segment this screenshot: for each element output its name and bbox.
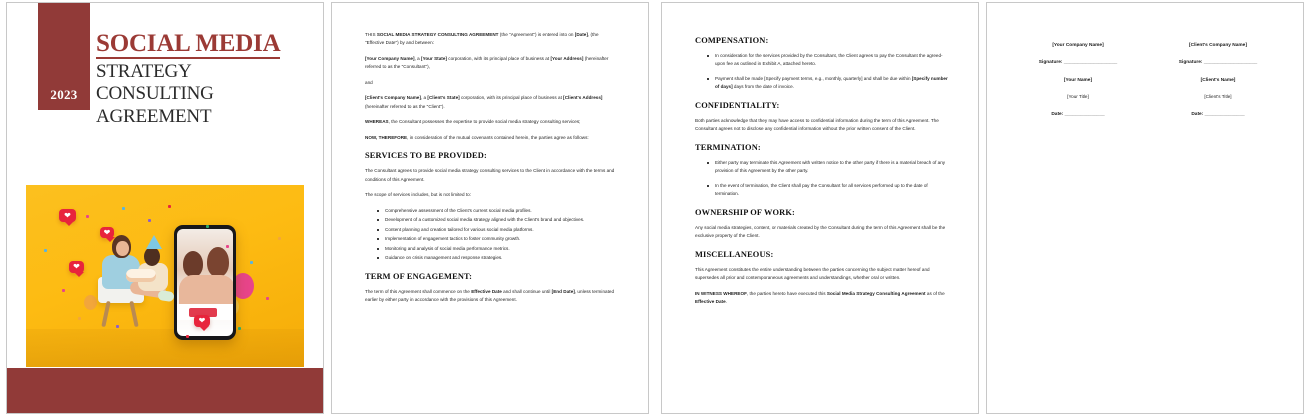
cover-title-line-3: AGREEMENT	[96, 105, 212, 127]
consultant-signature-line[interactable]: Signature: ____________________	[1038, 60, 1118, 65]
client-title: [Client's Title]	[1204, 94, 1232, 99]
chair-leg-right	[129, 301, 138, 327]
heading-term-of-engagement: TERM OF ENGAGEMENT:	[365, 271, 473, 281]
services-intro-paragraph: The Consultant agrees to provide social media strategy consulting services to the Client in accordance with the terms and conditions of this Agreement.	[365, 168, 615, 182]
client-name: [Client's Name]	[1200, 78, 1236, 83]
confetti-dot	[86, 215, 89, 218]
heart-like-icon: ❤	[100, 227, 114, 238]
document-page-3[interactable]	[661, 2, 979, 414]
heart-like-icon: ❤	[69, 261, 84, 273]
confetti-dot	[226, 245, 229, 248]
list-item: Content planning and creation tailored for various social media platforms.	[385, 226, 618, 234]
ownership-paragraph: Any social media strategies, content, or materials created by the Consultant during the term of this Agreement shall be the exclusive property of the Client.	[695, 224, 946, 239]
chair-leg-left	[101, 301, 110, 327]
woman-face	[116, 241, 129, 256]
confidentiality-paragraph: Both parties acknowledge that they may have access to confidential information during the term of this Agreement. The Consultant agrees not to disclose any confidential information without the prior written consent of the Client.	[695, 117, 939, 132]
confetti-dot	[250, 261, 253, 264]
cover-hero-photo	[26, 185, 304, 367]
consultant-title: [Your Title]	[1067, 94, 1089, 99]
whereas-paragraph: WHEREAS, the Consultant possesses the expertise to provide social media strategy consulting services;	[365, 119, 581, 125]
screen-person-head-1	[183, 251, 203, 277]
heading-confidentiality: CONFIDENTIALITY:	[695, 100, 780, 110]
cover-title-main: SOCIAL MEDIA	[96, 31, 280, 59]
child-head	[144, 247, 160, 266]
heart-like-icon: ❤	[194, 315, 210, 327]
woman-shoe	[157, 290, 174, 302]
cover-accent-bar	[38, 2, 90, 110]
list-item: Payment shall be made [Specify payment terms, e.g., monthly, quarterly] and shall be due within [Specify number of days] days from the date of invoice.	[715, 75, 948, 92]
heading-compensation: COMPENSATION:	[695, 36, 769, 45]
confetti-dot	[122, 207, 125, 210]
confetti-dot	[62, 289, 65, 292]
confetti-dot	[278, 237, 281, 240]
screen-person-head-2	[207, 247, 229, 277]
balloon-orange-icon	[84, 295, 97, 310]
document-page-1-cover[interactable]	[6, 2, 324, 414]
signature-blocks	[1013, 43, 1283, 117]
now-therefore-paragraph: NOW, THEREFORE, in consideration of the mutual covenants contained herein, the parties agree as follows:	[365, 134, 589, 140]
client-date-line[interactable]: Date: _______________	[1191, 112, 1245, 117]
client-party-paragraph: [Client's Company Name], a [Client's State] corporation, with its principal place of business at [Client's Address] (hereinafter referred to as the "Client").	[365, 95, 603, 109]
client-company-name: [Client's Company Name]	[1189, 43, 1247, 48]
miscellaneous-paragraph: This Agreement constitutes the entire understanding between the parties concerning the subject matter hereof and supersedes all prior and contemporaneous agreements and understandings, whether oral or written.	[695, 266, 930, 281]
consultant-party-paragraph: [Your Company Name], a [Your State] corporation, with its principal place of business at [Your Address] (hereinafter referred to as the "Consultant"),	[365, 55, 609, 70]
scope-lead-paragraph: The scope of services includes, but is not limited to:	[365, 192, 472, 198]
confetti-dot	[78, 317, 81, 320]
list-item: Development of a customized social media strategy aligned with the Client's brand and objectives.	[385, 216, 618, 224]
confetti-dot	[148, 219, 151, 222]
signature-block-client	[1153, 43, 1283, 117]
witness-paragraph: IN WITNESS WHEREOF, the parties hereto have executed this Social Media Strategy Consulting Agreement as of the Effective Date.	[695, 290, 945, 305]
page-2-content	[365, 31, 618, 312]
scope-of-services-list	[365, 207, 618, 263]
confetti-dot	[44, 249, 47, 252]
signature-block-consultant	[1013, 43, 1143, 117]
intro-paragraph: THIS SOCIAL MEDIA STRATEGY CONSULTING AGREEMENT (the "Agreement") is entered into on [Date], (the "Effective Date") by and between:	[365, 32, 599, 46]
list-item: Monitoring and analysis of social media performance metrics.	[385, 245, 618, 253]
cake-plate	[126, 269, 156, 282]
cover-title-line-2: STRATEGY CONSULTING	[96, 61, 214, 104]
heading-miscellaneous: MISCELLANEOUS:	[695, 249, 774, 259]
cover-footer-band	[6, 368, 324, 414]
term-of-engagement-paragraph: The term of this Agreement shall commence on the Effective Date and shall continue until [End Date], unless terminated earlier by either party in accordance with the provisions of this Agreement.	[365, 288, 615, 303]
list-item: Implementation of engagement tactics to foster community growth.	[385, 235, 618, 243]
confetti-dot	[238, 327, 241, 330]
list-item: Either party may terminate this Agreement with written notice to the other party if there is a material breach of any provision of this Agreement by the other party.	[715, 159, 948, 176]
photo-floor	[26, 329, 304, 367]
page-3-content	[695, 31, 948, 314]
list-item: Comprehensive assessment of the Client's current social media profiles.	[385, 207, 618, 215]
termination-list	[695, 159, 948, 199]
party-hat-icon	[146, 235, 162, 249]
document-page-2[interactable]	[331, 2, 649, 414]
heart-like-icon: ❤	[59, 209, 76, 222]
consultant-date-line[interactable]: Date: _______________	[1051, 112, 1105, 117]
cover-year-label: 2023	[50, 87, 78, 102]
consultant-company-name: [Your Company Name]	[1052, 43, 1104, 48]
compensation-list	[695, 52, 948, 92]
and-connector: and	[365, 79, 373, 85]
confetti-dot	[266, 297, 269, 300]
list-item: In consideration for the services provided by the Consultant, the Client agrees to pay the Consultant the agreed-upon fee as outlined in Exhibit A, attached hereto.	[715, 52, 948, 69]
cover-title-block	[96, 31, 311, 127]
consultant-name: [Your Name]	[1063, 78, 1093, 83]
heading-services-to-be-provided: SERVICES TO BE PROVIDED:	[365, 151, 487, 161]
heading-ownership-of-work: OWNERSHIP OF WORK:	[695, 207, 795, 217]
document-page-4-signatures[interactable]	[986, 2, 1304, 414]
list-item: Guidance on crisis management and response strategies.	[385, 254, 618, 262]
list-item: In the event of termination, the Client shall pay the Consultant for all services performed up to the date of termination.	[715, 182, 948, 199]
confetti-dot	[206, 225, 209, 228]
client-signature-line[interactable]: Signature: ____________________	[1178, 60, 1258, 65]
confetti-dot	[168, 205, 171, 208]
confetti-dot	[186, 335, 189, 338]
confetti-dot	[116, 325, 119, 328]
heading-termination: TERMINATION:	[695, 142, 761, 152]
